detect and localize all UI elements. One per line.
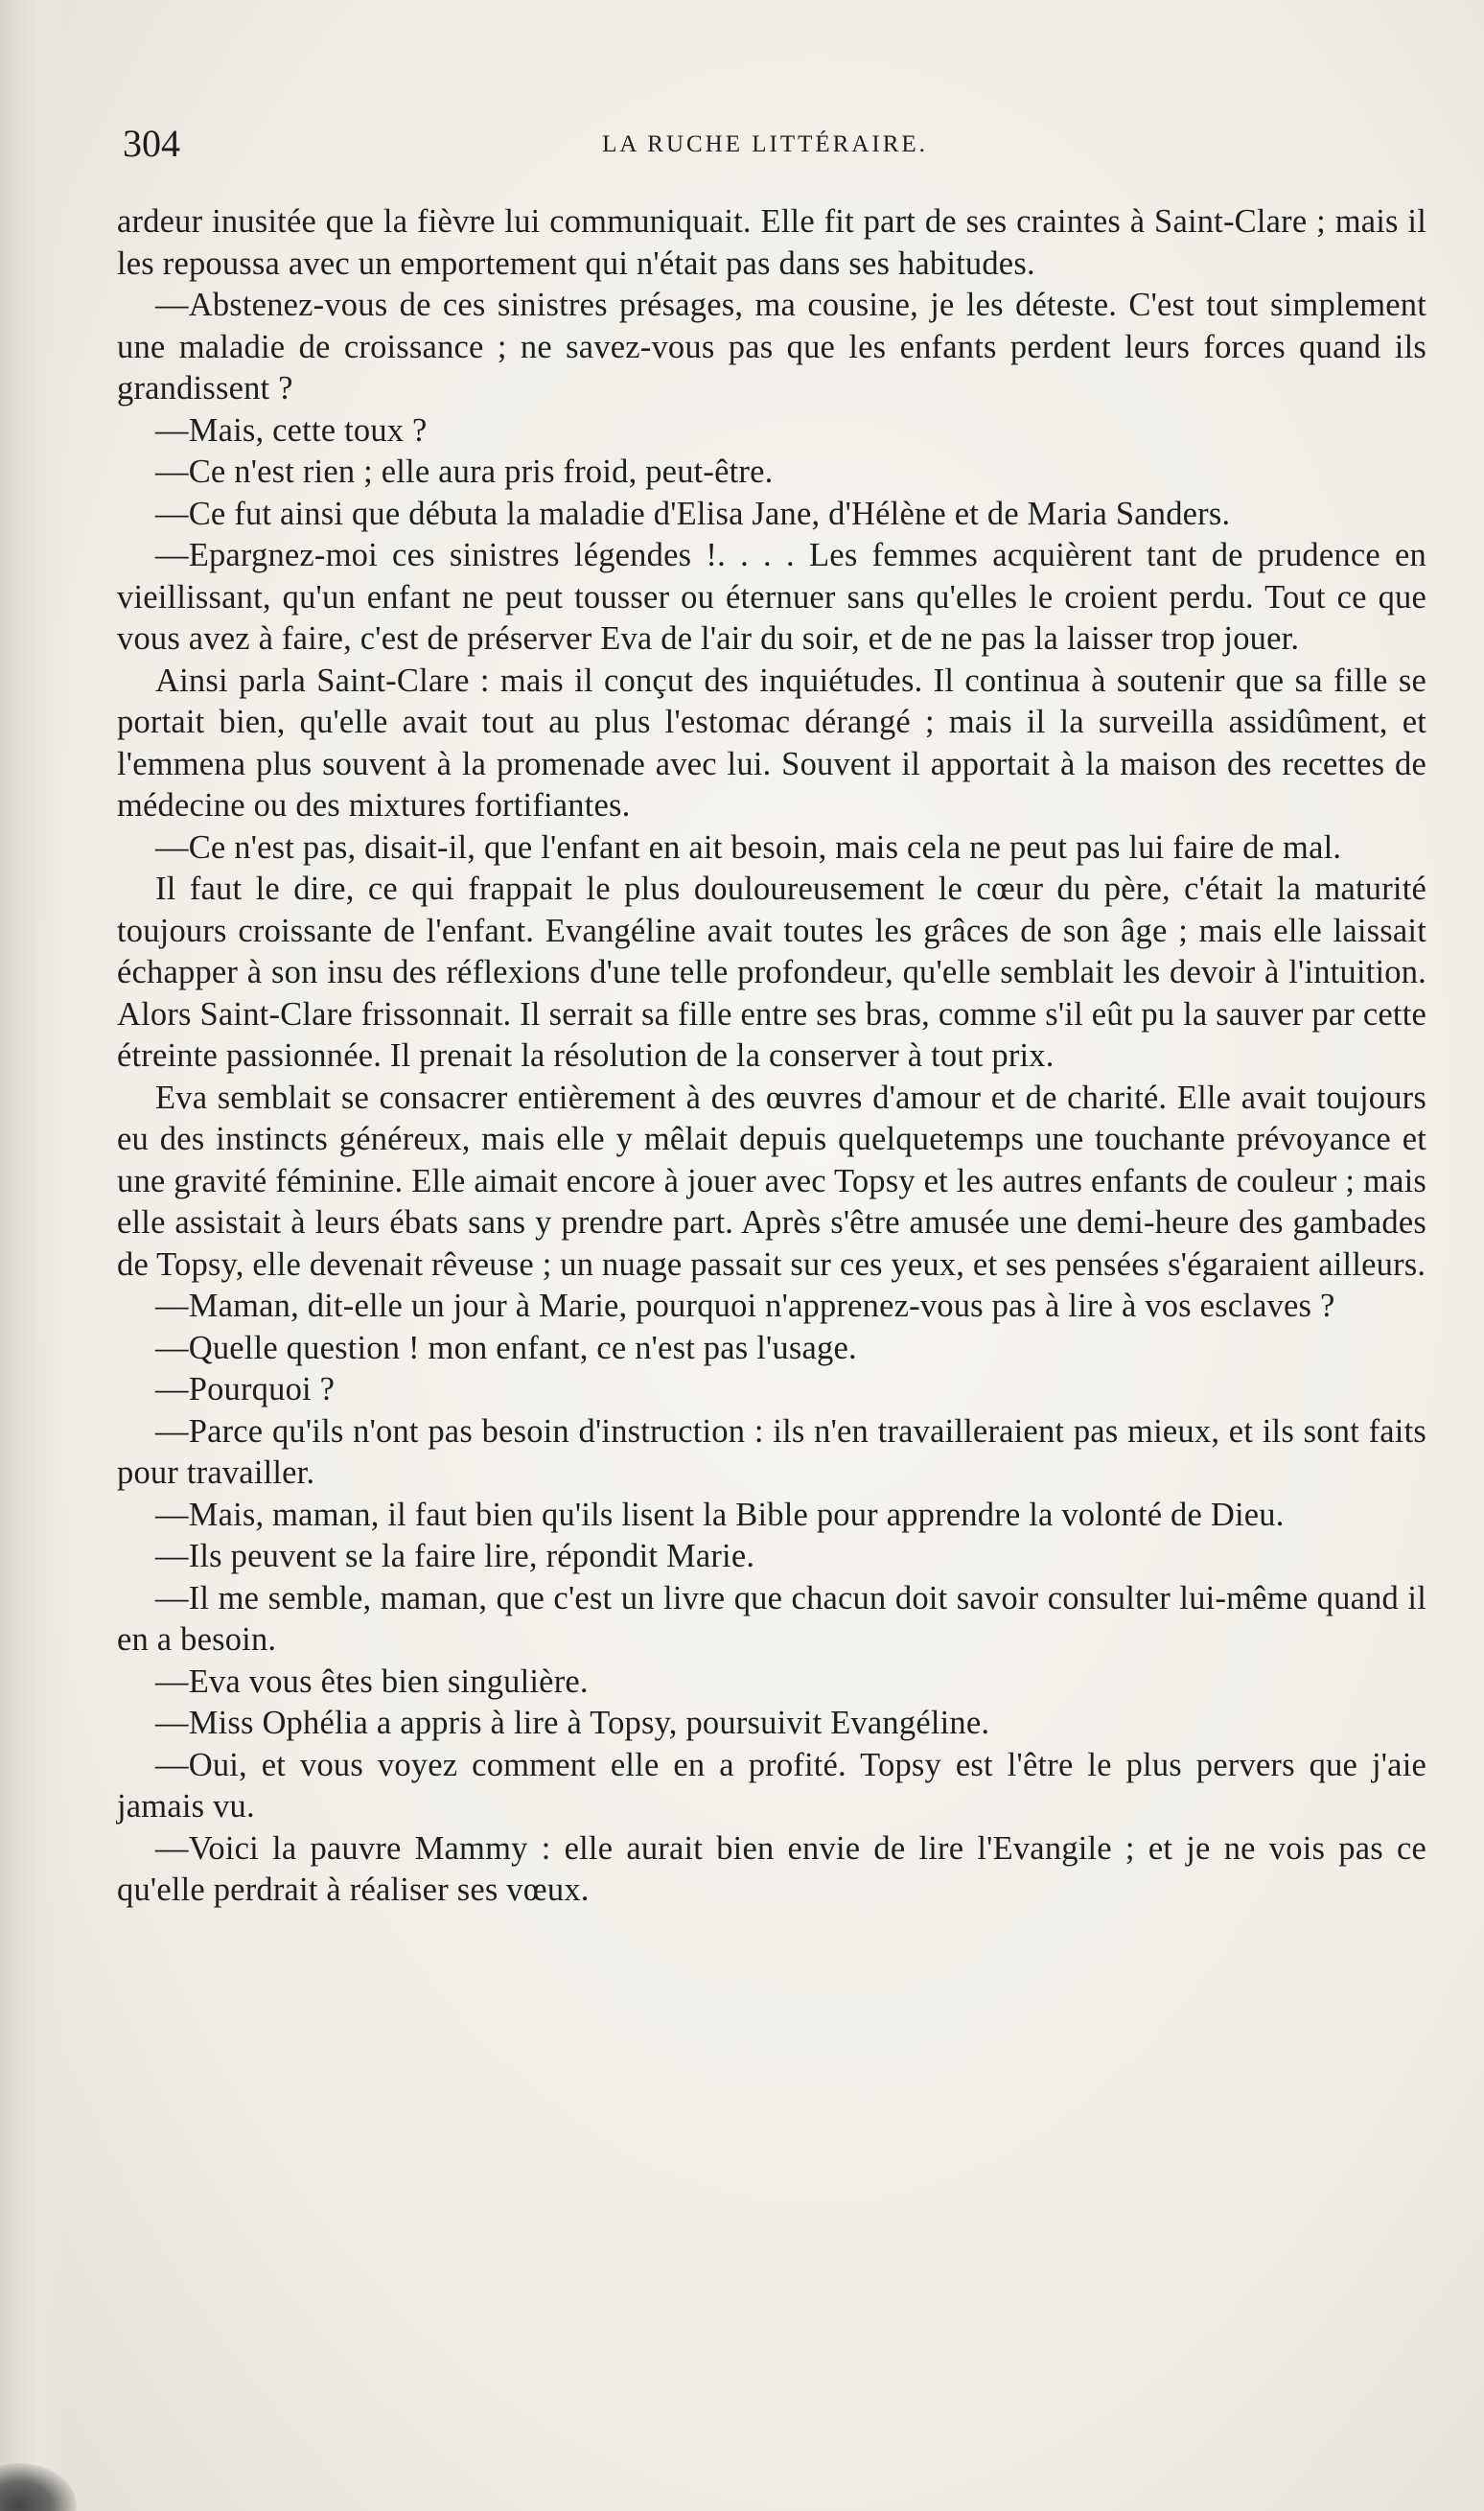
paragraph: —Abstenez-vous de ces sinistres présages, ma cousine, je les déteste. C'est tout simplement une maladie de croissance ; ne savez-vous pas que les enfants perdent leurs forces quand ils grandissent ?	[117, 287, 1426, 407]
paragraph: —Pourquoi ?	[155, 1371, 336, 1407]
page-number: 304	[123, 122, 180, 165]
paragraph: —Quelle question ! mon enfant, ce n'est pas l'usage.	[155, 1329, 857, 1366]
paragraph: —Ils peuvent se la faire lire, répondit Marie.	[155, 1538, 755, 1574]
running-title: LA RUCHE LITTÉRAIRE.	[602, 131, 928, 157]
body-text	[117, 201, 1426, 1912]
paragraph: —Oui, et vous voyez comment elle en a profité. Topsy est l'être le plus pervers que j'aie jamais vu.	[117, 1746, 1426, 1825]
paragraph: —Mais, maman, il faut bien qu'ils lisent la Bible pour apprendre la volonté de Dieu.	[155, 1496, 1285, 1533]
paragraph: —Maman, dit-elle un jour à Marie, pourquoi n'apprenez-vous pas à lire à vos esclaves ?	[155, 1288, 1335, 1324]
paragraph: —Voici la pauvre Mammy : elle aurait bien envie de lire l'Evangile ; et je ne vois pas ce qu'elle perdrait à réaliser ses vœux.	[117, 1829, 1426, 1908]
page-header	[123, 120, 1407, 177]
paragraph: —Ce n'est pas, disait-il, que l'enfant en ait besoin, mais cela ne peut pas lui faire de mal.	[155, 828, 1342, 866]
paragraph: Il faut le dire, ce qui frappait le plus douloureusement le cœur du père, c'était la maturité toujours croissante de l'enfant. Evangéline avait toutes les grâces de son âge ; mais elle laissait échapper à son insu des réflexions d'une telle profondeur, qu'elle semblait les devoir à l'intuition. Alors Saint-Clare frissonnait. Il serrait sa fille entre ses bras, comme s'il eût pu la sauver par cette étreinte passionnée. Il prenait la résolution de la conserver à tout prix.	[117, 871, 1426, 1074]
paragraph: —Il me semble, maman, que c'est un livre que chacun doit savoir consulter lui-même quand il en a besoin.	[117, 1579, 1426, 1658]
paragraph: Ainsi parla Saint-Clare : mais il conçut des inquiétudes. Il continua à soutenir que sa fille se portait bien, qu'elle avait tout au plus l'estomac dérangé ; mais il la surveilla assidûment, et l'emmena plus souvent à la promenade avec lui. Souvent il apportait à la maison des recettes de médecine ou des mixtures fortifiantes.	[117, 662, 1426, 824]
page-spine-shading	[0, 0, 67, 2511]
paragraph: Eva semblait se consacrer entièrement à des œuvres d'amour et de charité. Elle avait toujours eu des instincts généreux, mais elle y mêlait depuis quelquetemps une touchante prévoyance et une gravité féminine. Elle aimait encore à jouer avec Topsy et les autres enfants de couleur ; mais elle assistait à leurs ébats sans y prendre part. Après s'être amusée une demi-heure des gambades de Topsy, elle devenait rêveuse ; un nuage passait sur ces yeux, et ses pensées s'égaraient ailleurs.	[117, 1079, 1426, 1283]
paragraph: —Miss Ophélia a appris à lire à Topsy, poursuivit Evangéline.	[155, 1705, 990, 1741]
paragraph: —Eva vous êtes bien singulière.	[155, 1662, 589, 1700]
paragraph: —Ce fut ainsi que débuta la maladie d'Elisa Jane, d'Hélène et de Maria Sanders.	[155, 495, 1231, 532]
paragraph: —Parce qu'ils n'ont pas besoin d'instruction : ils n'en travailleraient pas mieux, et ils sont faits pour travailler.	[117, 1412, 1426, 1491]
paragraph: ardeur inusitée que la fièvre lui communiquait. Elle fit part de ses craintes à Saint-Clare ; mais il les repoussa avec un emportement qui n'était pas dans ses habitudes.	[117, 203, 1426, 282]
paragraph: —Ce n'est rien ; elle aura pris froid, peut-être.	[155, 453, 774, 490]
paragraph: —Epargnez-moi ces sinistres légendes !. . . . Les femmes acquièrent tant de prudence en vieillissant, qu'un enfant ne peut tousser ou éternuer sans qu'elles le croient perdu. Tout ce que vous avez à faire, c'est de préserver Eva de l'air du soir, et de ne pas la laisser trop jouer.	[117, 537, 1426, 657]
paragraph: —Mais, cette toux ?	[155, 411, 428, 449]
